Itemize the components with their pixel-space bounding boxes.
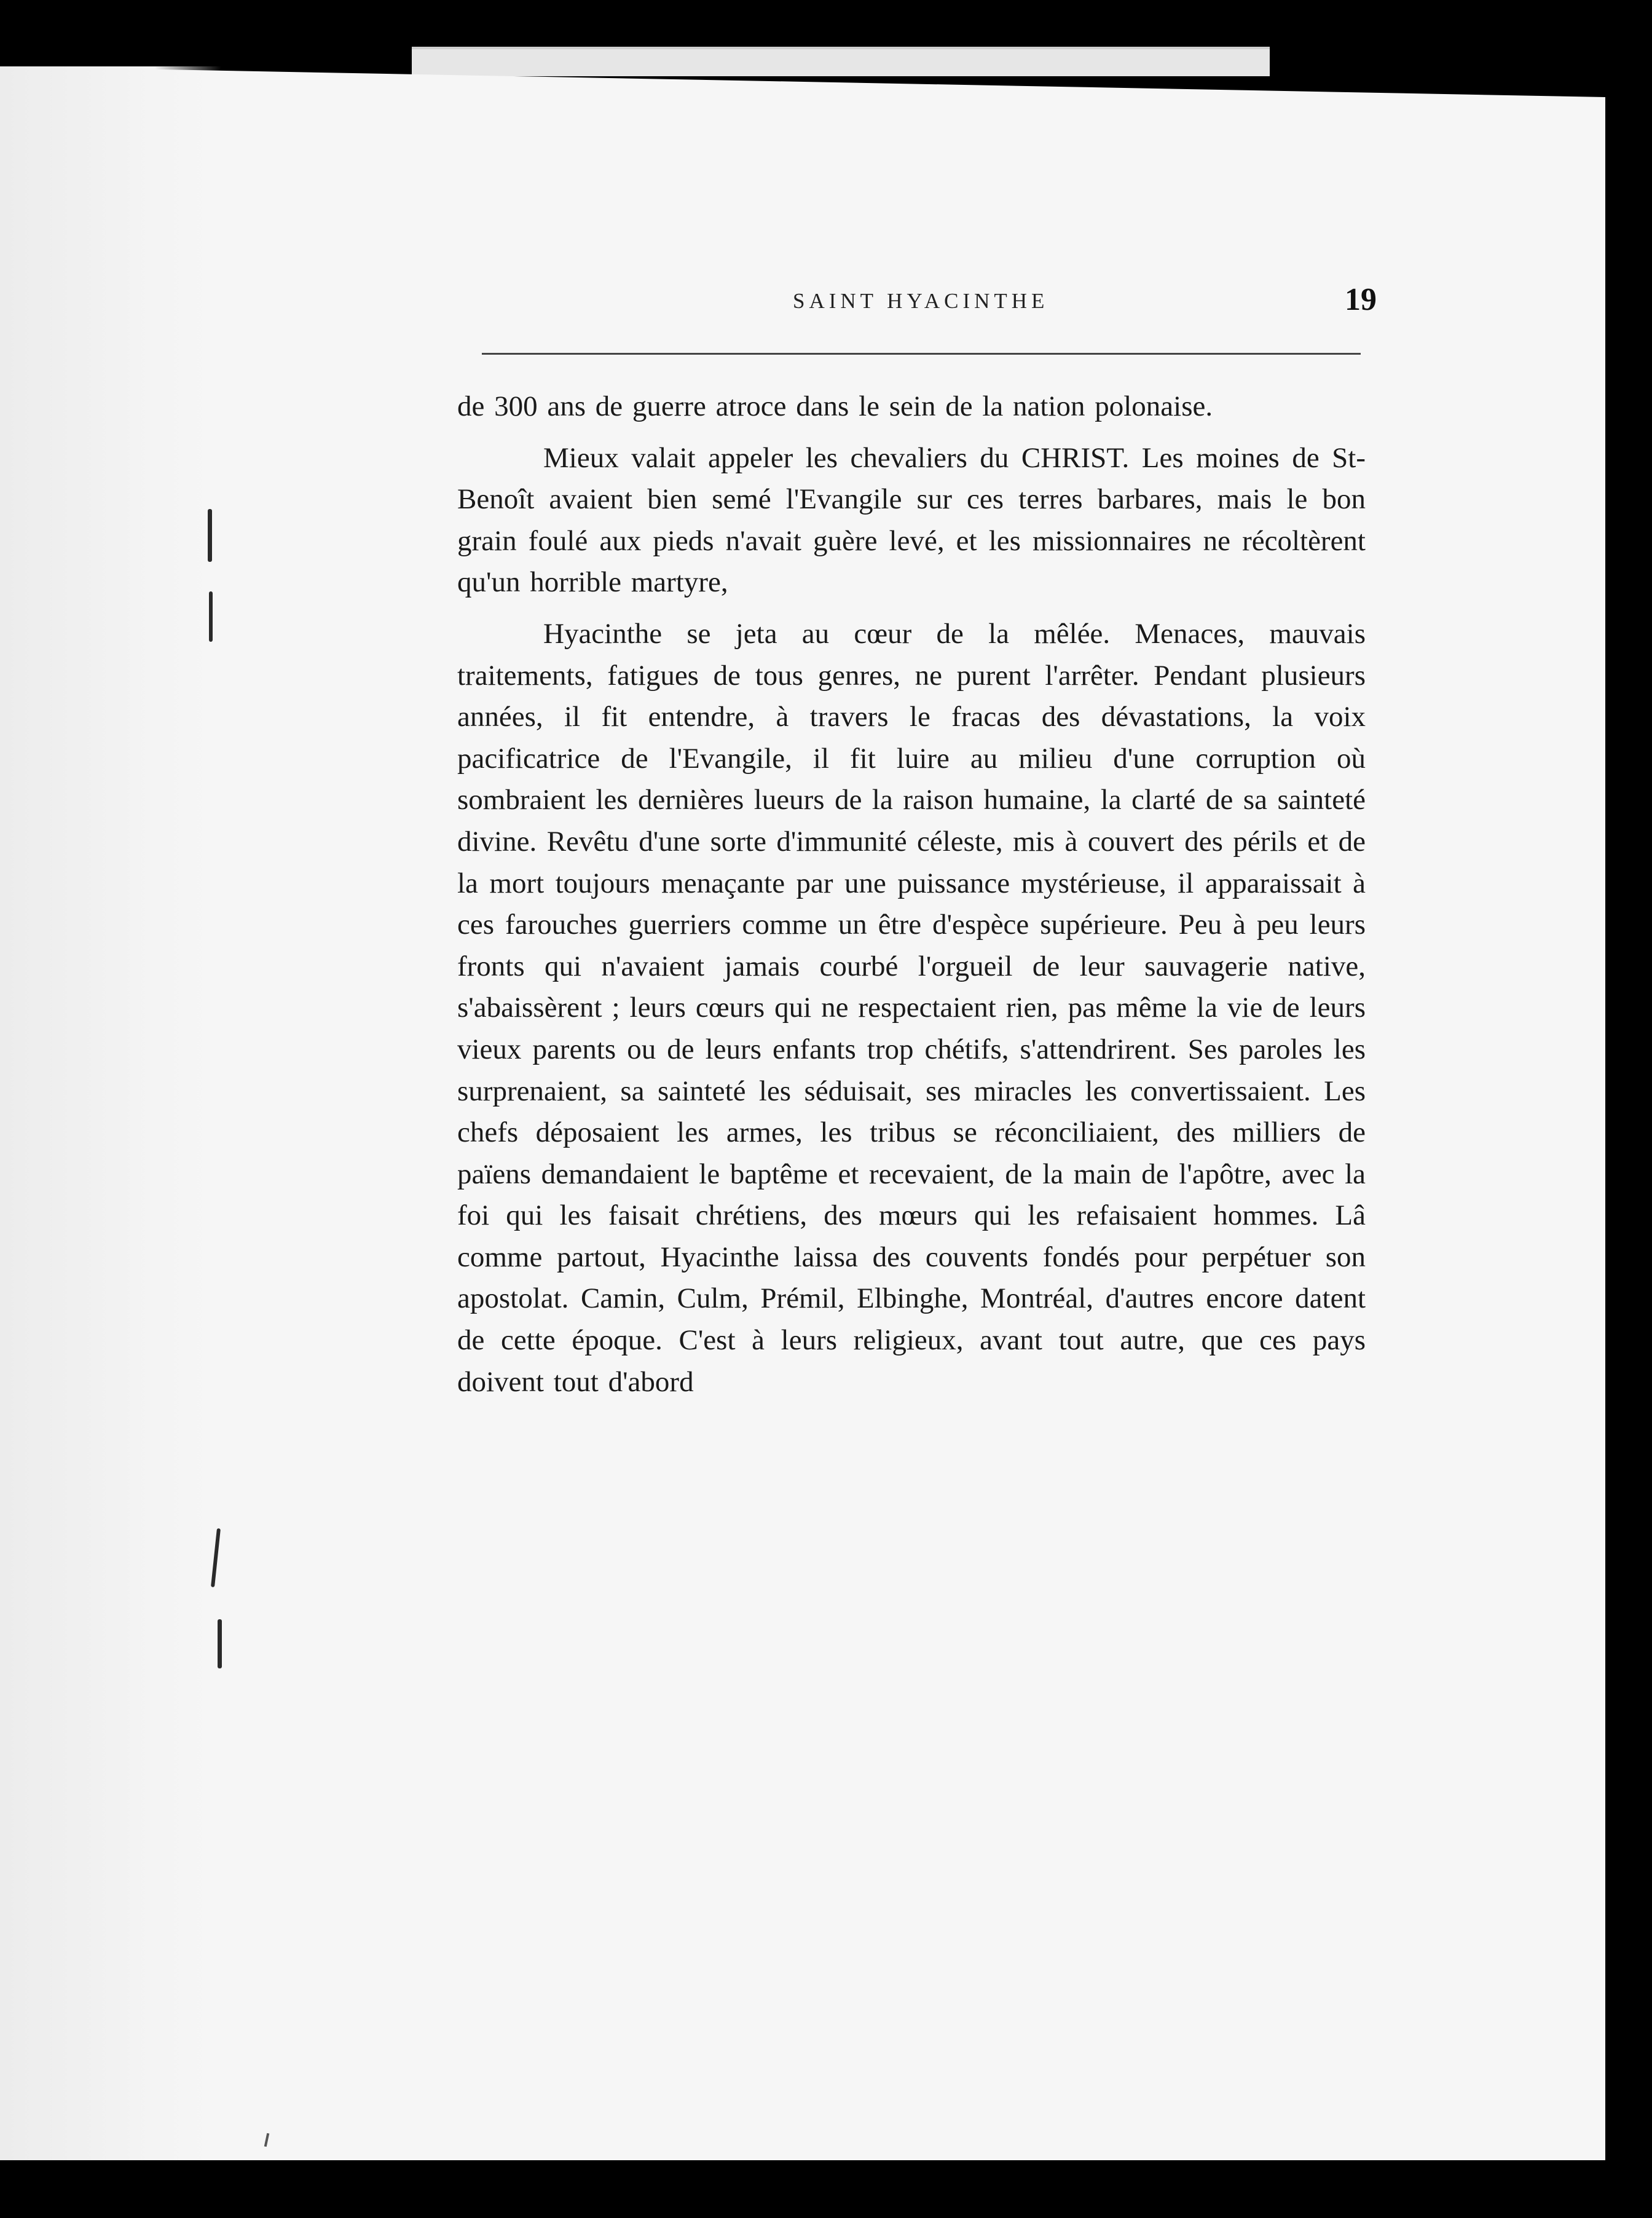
header-rule (482, 353, 1361, 355)
page-number: 19 (1345, 282, 1377, 317)
binding-mark (208, 509, 212, 562)
running-title: SAINT HYACINTHE (793, 289, 1049, 313)
binding-mark (218, 1619, 222, 1668)
gutter-shading (0, 66, 221, 2160)
body-text (457, 386, 1366, 1403)
paragraph: Mieux valait appeler les chevaliers du CHRIST. Les moines de St-Benoît avaient bien semé l'Evangile sur ces terres barbares, mais le bon grain foulé aux pieds n'avait guère levé, et les missionnaires ne récoltèrent qu'un horrible martyre, (457, 441, 1366, 599)
running-head (467, 282, 1377, 355)
paragraph: de 300 ans de guerre atroce dans le sein de la nation polonaise. (457, 390, 1213, 422)
previous-page-edge (412, 47, 1270, 76)
binding-mark (209, 591, 213, 642)
paragraph: Hyacinthe se jeta au cœur de la mêlée. Menaces, mauvais traitements, fatigues de tous genres, ne purent l'arrêter. Pendant plusieurs années, il fit entendre, à travers le fracas des dévastations, la voix pacificatrice de l'Evangile, il fit luire au milieu d'une corruption où sombraient les dernières lueurs de la raison humaine, la clarté de sa sainteté divine. Revêtu d'une sorte d'immunité céleste, mis à couvert des périls et de la mort toujours menaçante par une puissance mystérieuse, il apparaissait à ces farouches guerriers comme un être d'espèce supérieure. Peu à peu leurs fronts qui n'avaient jamais courbé l'orgueil de leur sauvagerie native, s'abaissèrent ; leurs cœurs qui ne respectaient rien, pas même la vie de leurs vieux parents ou de leurs enfants trop chétifs, s'attendrirent. Ses paroles les surprenaient, sa sainteté les séduisait, ses miracles les convertissaient. Les chefs déposaient les armes, les tribus se réconciliaient, des milliers de païens demandaient le baptême et recevaient, de la main de l'apôtre, avec la foi qui les faisait chrétiens, des mœurs qui les refaisaient hommes. Lâ comme partout, Hyacinthe laissa des couvents fondés pour perpétuer son apostolat. Camin, Culm, Prémil, Elbinghe, Montréal, d'autres encore datent de cette époque. C'est à leurs religieux, avant tout autre, que ces pays doivent tout d'abord (457, 617, 1366, 1398)
